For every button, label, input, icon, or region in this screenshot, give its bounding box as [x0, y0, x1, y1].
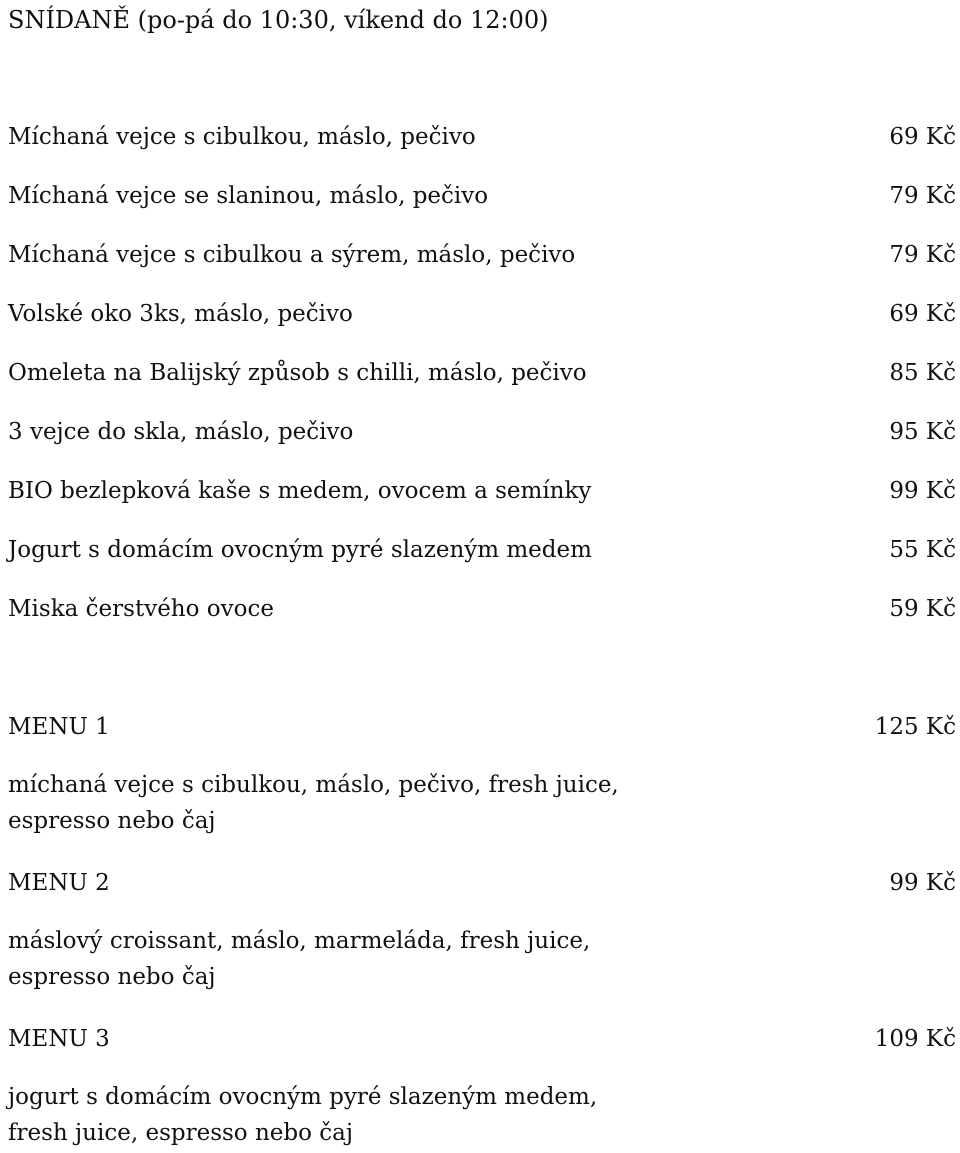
- menu-item: [8, 473, 956, 509]
- combo-menu-header: [8, 865, 956, 901]
- menu-item: [8, 355, 956, 391]
- item-price: 59 Kč: [889, 596, 956, 622]
- combo-menu-description: [8, 923, 708, 995]
- item-price: 79 Kč: [889, 242, 956, 268]
- description-line: máslový croissant, máslo, marmeláda, fresh juice,: [8, 928, 591, 954]
- item-price: 79 Kč: [889, 183, 956, 209]
- item-price: 69 Kč: [889, 301, 956, 327]
- item-name: Míchaná vejce s cibulkou a sýrem, máslo, pečivo: [8, 242, 576, 268]
- combo-menu-header: [8, 1021, 956, 1057]
- menu-item: [8, 591, 956, 627]
- item-name: 3 vejce do skla, máslo, pečivo: [8, 419, 354, 445]
- combo-menu-description: [8, 1079, 708, 1151]
- item-price: 69 Kč: [889, 124, 956, 150]
- menu-item: [8, 532, 956, 568]
- item-name: Míchaná vejce se slaninou, máslo, pečivo: [8, 183, 489, 209]
- menu-item: [8, 178, 956, 214]
- item-name: Volské oko 3ks, máslo, pečivo: [8, 301, 353, 327]
- item-price: 55 Kč: [889, 537, 956, 563]
- description-line: espresso nebo čaj: [8, 808, 216, 834]
- item-name: Míchaná vejce s cibulkou, máslo, pečivo: [8, 124, 476, 150]
- combo-menu-description: [8, 767, 708, 839]
- item-price: 85 Kč: [889, 360, 956, 386]
- menu-item: [8, 119, 956, 155]
- menu-item: [8, 237, 956, 273]
- combo-menu-name: MENU 2: [8, 870, 110, 896]
- item-name: Omeleta na Balijský způsob s chilli, máslo, pečivo: [8, 360, 587, 386]
- item-name: BIO bezlepková kaše s medem, ovocem a semínky: [8, 478, 592, 504]
- menu-item: [8, 296, 956, 332]
- description-line: fresh juice, espresso nebo čaj: [8, 1120, 353, 1146]
- combo-menu-price: 109 Kč: [874, 1026, 956, 1052]
- combo-menu-name: MENU 3: [8, 1026, 110, 1052]
- combo-menu-price: 125 Kč: [874, 714, 956, 740]
- combo-menu-name: MENU 1: [8, 714, 110, 740]
- item-price: 99 Kč: [889, 478, 956, 504]
- menu-item: [8, 414, 956, 450]
- page-title: SNÍDANĚ (po-pá do 10:30, víkend do 12:00): [8, 6, 549, 34]
- description-line: míchaná vejce s cibulkou, máslo, pečivo, fresh juice,: [8, 772, 619, 798]
- item-name: Jogurt s domácím ovocným pyré slazeným medem: [8, 537, 592, 563]
- description-line: jogurt s domácím ovocným pyré slazeným medem,: [8, 1084, 598, 1110]
- combo-menu-header: [8, 709, 956, 745]
- item-price: 95 Kč: [889, 419, 956, 445]
- item-name: Miska čerstvého ovoce: [8, 596, 274, 622]
- combo-menu-price: 99 Kč: [889, 870, 956, 896]
- description-line: espresso nebo čaj: [8, 964, 216, 990]
